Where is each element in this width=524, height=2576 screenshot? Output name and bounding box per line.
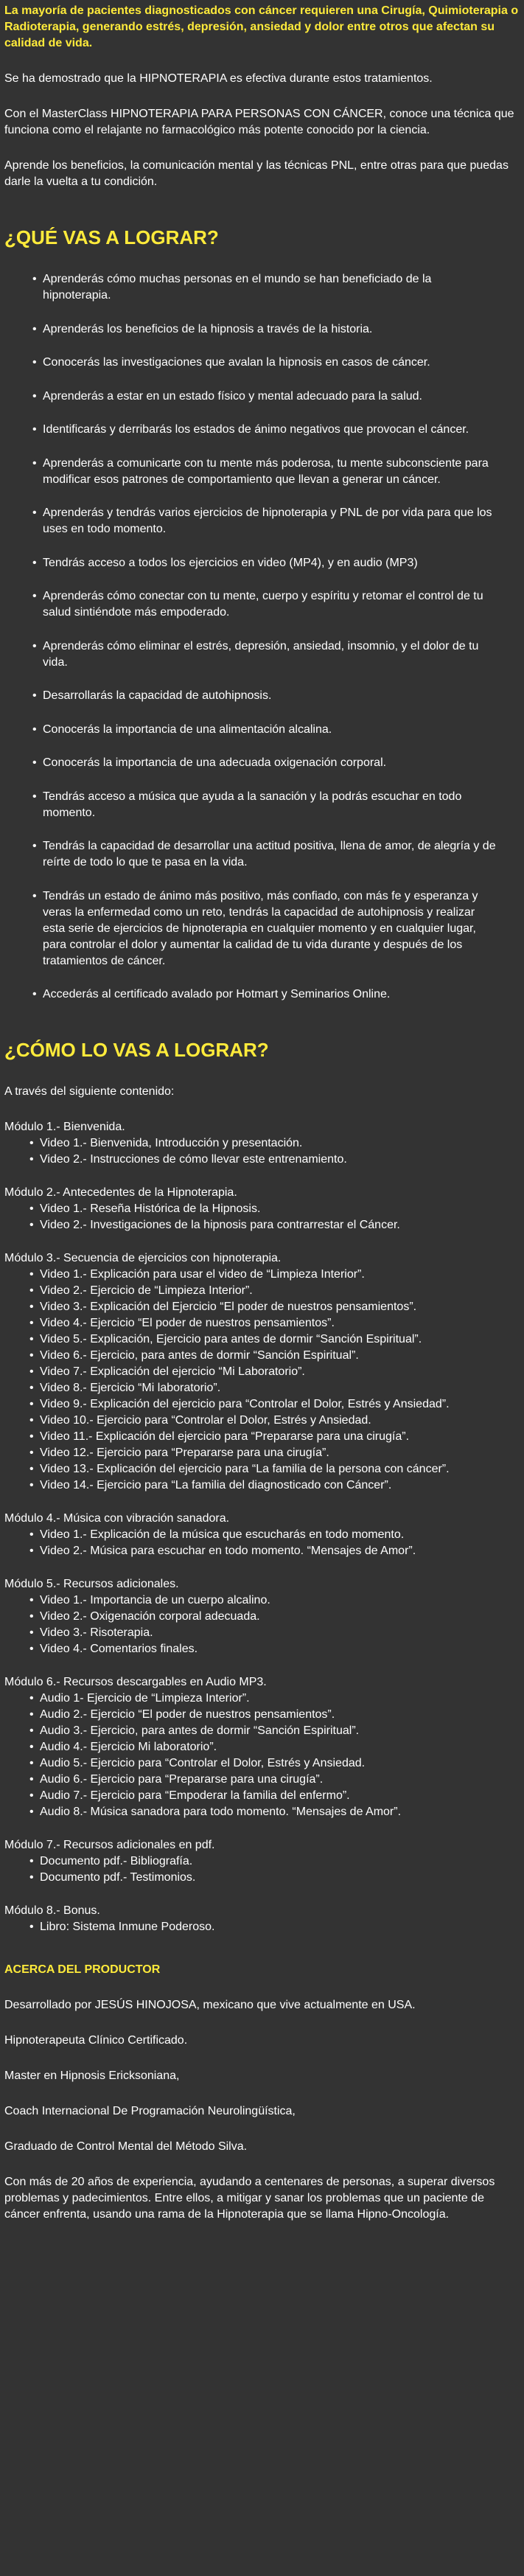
benefit-item: • Conocerás la importancia de una adecuada oxigenación corporal. [32, 755, 497, 771]
module-item: • Video 3.- Risoterapia. [29, 1625, 497, 1641]
benefit-item: • Tendrás acceso a todos los ejercicios en video (MP4), y en audio (MP3) [32, 555, 497, 571]
module-item: • Video 2.- Investigaciones de la hipnosis para contrarrestar el Cáncer. [29, 1217, 497, 1233]
module-item: • Video 9.- Explicación del ejercicio para “Controlar el Dolor, Estrés y Ansiedad”. [29, 1396, 497, 1413]
module-item: • Documento pdf.- Testimonios. [29, 1870, 497, 1886]
module-block [4, 1837, 520, 1886]
module-item: • Audio 7.- Ejercicio para “Empoderar la familia del enfermo”. [29, 1788, 497, 1804]
module-title: Módulo 4.- Música con vibración sanadora. [4, 1512, 230, 1525]
module-items [4, 1919, 520, 1935]
module-item: • Audio 1- Ejercicio de “Limpieza Interior”. [29, 1691, 497, 1707]
producer-paragraph: Graduado de Control Mental del Método Silva. [4, 2140, 248, 2153]
module-item: • Audio 8.- Música sanadora para todo momento. “Mensajes de Amor”. [29, 1804, 497, 1820]
module-item: • Video 5.- Explicación, Ejercicio para antes de dormir “Sanción Espiritual”. [29, 1331, 497, 1348]
module-title: Módulo 6.- Recursos descargables en Audio MP3. [4, 1676, 267, 1688]
module-item: • Video 14.- Ejercicio para “La familia del diagnosticado con Cáncer”. [29, 1477, 497, 1494]
benefit-item: • Aprenderás a comunicarte con tu mente más poderosa, tu mente subconsciente para modificar esos patrones de comportamiento que llevan a generar un cáncer. [32, 456, 497, 488]
module-title: Módulo 3.- Secuencia de ejercicios con hipnoterapia. [4, 1252, 282, 1264]
module-items [4, 1135, 520, 1168]
section-heading-como: ¿CÓMO LO VAS A LOGRAR? [4, 1039, 269, 1061]
intro-headline: La mayoría de pacientes diagnosticados con cáncer requieren una Cirugía, Quimioterapia o Radioterapia, generando estrés, depresión, ansiedad y dolor entre otros que afectan su calidad de vida. [4, 4, 519, 49]
module-block [4, 1119, 520, 1168]
module-block [4, 1576, 520, 1657]
module-item: • Video 1.- Explicación para usar el video de “Limpieza Interior”. [29, 1267, 497, 1283]
producer-paragraph: Desarrollado por JESÚS HINOJOSA, mexicano que vive actualmente en USA. [4, 1999, 416, 2011]
module-item: • Video 2.- Instrucciones de cómo llevar este entrenamiento. [29, 1152, 497, 1168]
module-item: • Video 2.- Música para escuchar en todo momento. “Mensajes de Amor”. [29, 1543, 497, 1559]
module-item: • Video 1.- Reseña Histórica de la Hipnosis. [29, 1201, 497, 1217]
benefit-item: • Desarrollarás la capacidad de autohipnosis. [32, 688, 497, 704]
intro-paragraph: Se ha demostrado que la HIPNOTERAPIA es efectiva durante estos tratamientos. [4, 72, 433, 85]
benefit-item: • Tendrás la capacidad de desarrollar una actitud positiva, llena de amor, de alegría y de reírte de todo lo que te pasa en la vida. [32, 838, 497, 871]
module-items [4, 1201, 520, 1233]
module-block [4, 1511, 520, 1559]
producer-paragraph: Coach Internacional De Programación Neurolingüística, [4, 2105, 296, 2117]
section-heading-productor: ACERCA DEL PRODUCTOR [4, 1963, 161, 1976]
module-item: • Video 13.- Explicación del ejercicio para “La familia de la persona con cáncer”. [29, 1461, 497, 1477]
benefit-item: • Tendrás un estado de ánimo más positivo, más confiado, con más fe y esperanza y veras la enfermedad como un reto, tendrás la capacidad de autohipnosis y realizar esta serie de ejercicios de hipnoterapia en cualquier momento y en cualquier lugar, para controlar el dolor y aumentar la calidad de tu vida durante y después de los tratamientos de cáncer. [32, 888, 497, 970]
module-item: • Audio 5.- Ejercicio para “Controlar el Dolor, Estrés y Ansiedad. [29, 1755, 497, 1772]
module-item: • Video 12.- Ejercicio para “Prepararse para una cirugía”. [29, 1445, 497, 1461]
module-items [4, 1527, 520, 1559]
module-block [4, 1674, 520, 1820]
benefit-item: • Tendrás acceso a música que ayuda a la sanación y la podrás escuchar en todo momento. [32, 789, 497, 821]
module-title: Módulo 1.- Bienvenida. [4, 1121, 125, 1133]
module-item: • Video 3.- Explicación del Ejercicio “El poder de nuestros pensamientos”. [29, 1299, 497, 1315]
module-title: Módulo 8.- Bonus. [4, 1904, 100, 1917]
module-item: • Video 8.- Ejercicio “Mi laboratorio”. [29, 1380, 497, 1396]
module-item: • Video 4.- Comentarios finales. [29, 1641, 497, 1657]
module-items [4, 1853, 520, 1886]
module-title: Módulo 7.- Recursos adicionales en pdf. [4, 1839, 215, 1851]
benefit-item: • Aprenderás y tendrás varios ejercicios de hipnoterapia y PNL de por vida para que los uses en todo momento. [32, 505, 497, 537]
module-item: • Audio 2.- Ejercicio “El poder de nuestros pensamientos”. [29, 1707, 497, 1723]
module-items [4, 1691, 520, 1820]
module-items [4, 1592, 520, 1657]
module-item: • Video 1.- Importancia de un cuerpo alcalino. [29, 1592, 497, 1609]
benefit-item: • Conocerás las investigaciones que avalan la hipnosis en casos de cáncer. [32, 355, 497, 371]
section-heading-logros: ¿QUÉ VAS A LOGRAR? [4, 226, 219, 248]
module-items [4, 1267, 520, 1494]
benefit-item: • Conocerás la importancia de una alimentación alcalina. [32, 722, 497, 738]
module-item: • Video 6.- Ejercicio, para antes de dormir “Sanción Espiritual”. [29, 1348, 497, 1364]
module-title: Módulo 5.- Recursos adicionales. [4, 1578, 179, 1590]
module-item: • Video 11.- Explicación del ejercicio para “Prepararse para una cirugía”. [29, 1429, 497, 1445]
module-item: • Audio 3.- Ejercicio, para antes de dormir “Sanción Espiritual”. [29, 1723, 497, 1739]
benefit-item: • Aprenderás cómo conectar con tu mente, cuerpo y espíritu y retomar el control de tu salud sintiéndote más empoderado. [32, 588, 497, 621]
benefit-item: • Aprenderás los beneficios de la hipnosis a través de la historia. [32, 321, 497, 338]
producer-info [4, 1997, 520, 2223]
module-item: • Video 2.- Oxigenación corporal adecuada. [29, 1609, 497, 1625]
module-item: • Documento pdf.- Bibliografía. [29, 1853, 497, 1870]
module-block [4, 1250, 520, 1494]
content-intro: A través del siguiente contenido: [4, 1085, 175, 1098]
benefit-item: • Identificarás y derribarás los estados de ánimo negativos que provocan el cáncer. [32, 422, 497, 438]
intro-paragraph: Con el MasterClass HIPNOTERAPIA PARA PERSONAS CON CÁNCER, conoce una técnica que funciona como el relajante no farmacológico más potente conocido por la ciencia. [4, 108, 514, 136]
intro-paragraph: Aprende los beneficios, la comunicación mental y las técnicas PNL, entre otras para que puedas darle la vuelta a tu condición. [4, 159, 509, 188]
module-block [4, 1185, 520, 1233]
module-title: Módulo 2.- Antecedentes de la Hipnoterapia. [4, 1186, 237, 1199]
module-item: • Audio 6.- Ejercicio para “Prepararse para una cirugía”. [29, 1772, 497, 1788]
producer-paragraph: Hipnoterapeuta Clínico Certificado. [4, 2034, 188, 2047]
benefit-item: • Aprenderás a estar en un estado físico y mental adecuado para la salud. [32, 389, 497, 405]
benefits-list [4, 271, 520, 1003]
producer-paragraph: Con más de 20 años de experiencia, ayudando a centenares de personas, a superar diversos problemas y padecimientos. Entre ellos, a mitigar y sanar los problemas que un paciente de cáncer enfrenta, usando una rama de la Hipnoterapia que se llama Hipno-Oncología. [4, 2176, 495, 2221]
benefit-item: • Aprenderás cómo muchas personas en el mundo se han beneficiado de la hipnoterapia. [32, 271, 497, 304]
benefit-item: • Accederás al certificado avalado por Hotmart y Seminarios Online. [32, 986, 497, 1003]
module-item: • Video 7.- Explicación del ejercicio “Mi Laboratorio”. [29, 1364, 497, 1380]
module-item: • Video 10.- Ejercicio para “Controlar el Dolor, Estrés y Ansiedad. [29, 1413, 497, 1429]
module-item: • Libro: Sistema Inmune Poderoso. [29, 1919, 497, 1935]
module-item: • Video 1.- Bienvenida, Introducción y presentación. [29, 1135, 497, 1152]
module-item: • Video 1.- Explicación de la música que escucharás en todo momento. [29, 1527, 497, 1543]
module-item: • Audio 4.- Ejercicio Mi laboratorio”. [29, 1739, 497, 1755]
module-item: • Video 4.- Ejercicio “El poder de nuestros pensamientos”. [29, 1315, 497, 1331]
benefit-item: • Aprenderás cómo eliminar el estrés, depresión, ansiedad, insomnio, y el dolor de tu vida. [32, 638, 497, 671]
module-item: • Video 2.- Ejercicio de “Limpieza Interior”. [29, 1283, 497, 1299]
module-block [4, 1903, 520, 1935]
producer-paragraph: Master en Hipnosis Ericksoniana, [4, 2069, 180, 2082]
